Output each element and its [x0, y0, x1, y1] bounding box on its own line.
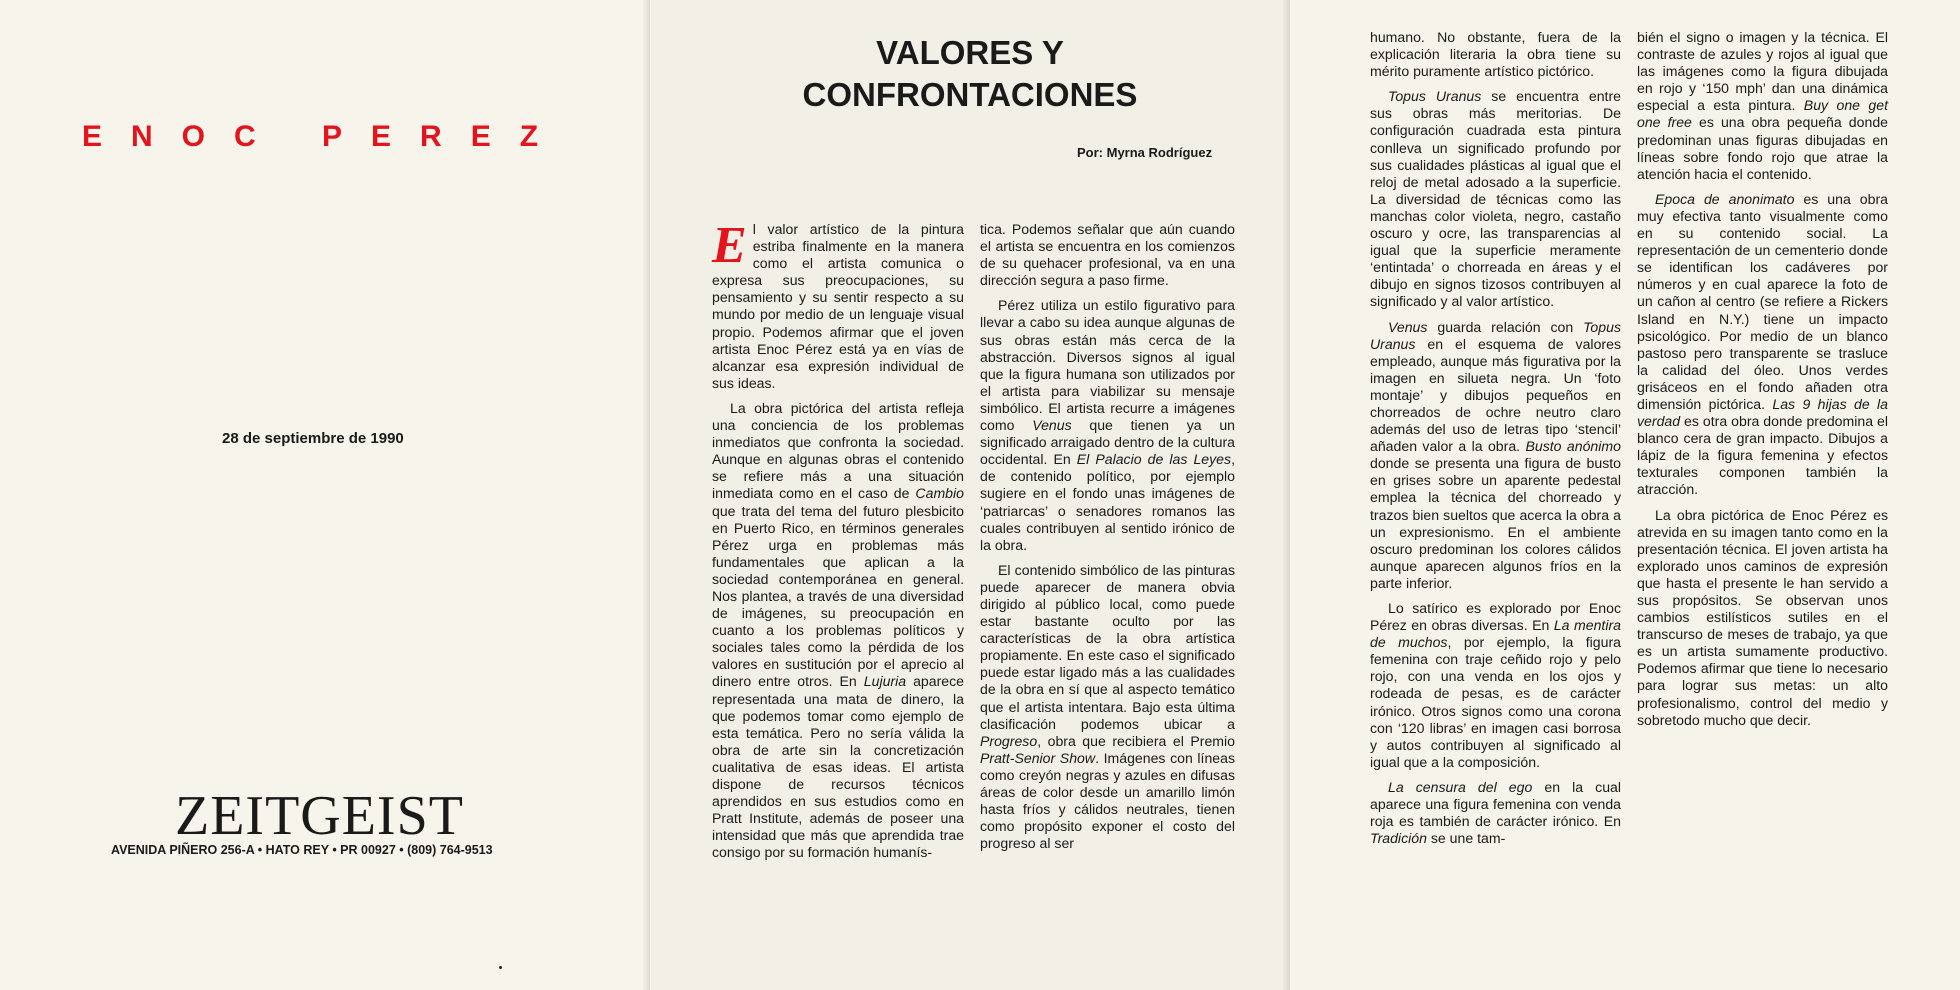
- paragraph: [980, 562, 1235, 853]
- paragraph: [1370, 600, 1621, 771]
- paragraph: [1370, 779, 1621, 847]
- artwork-title: Venus: [1388, 318, 1428, 335]
- article-column-4: [1637, 29, 1888, 737]
- paragraph-text: aparece representada una mata de dinero, la que podemos tomar como ejemplo de esta temática. Pero no sería válida la obra de arte sin la concretización cualitativa de esas ideas. El artista dispone de recursos técnicos aprendidos en sus estudios como en Pratt Institute, además de poseer una intensidad que más que aprendida trae consigo por su formación humanís-: [712, 673, 965, 861]
- artwork-title: Progreso: [980, 732, 1038, 749]
- paragraph-text: Pérez utiliza un estilo figurativo para llevar a cabo su idea aunque algunas de sus obras están más cerca de la abstracción. Diversos signos al igual que la figura humana son utilizados por el artista para viabilizar su mensaje simbólico. El artista recurre a imágenes como: [980, 297, 1235, 434]
- paragraph: [1370, 319, 1621, 593]
- article-title: [780, 32, 1160, 116]
- paragraph-text: l valor artístico de la pintura estriba finalmente en la manera como el artista comunica o expresa sus preocupaciones, su pensamiento y su sentir respecto a su mundo por medio de un lenguaje visual propio. Podemos afirmar que el joven artista Enoc Pérez está ya en vías de alcanzar esa expresión individual de sus ideas.: [712, 221, 964, 391]
- artwork-title: Buy one get one free: [1637, 97, 1888, 131]
- artist-name: ENOC PEREZ: [82, 120, 568, 153]
- artwork-title: El Palacio de las Leyes: [1076, 451, 1232, 468]
- paragraph-text: bién el signo o imagen y la técnica. El contraste de azules y rojos al igual que las imágenes como la figura dibujada en rojo y ‘150 mph’ dan una dinámica especial a esta pintura.: [1637, 29, 1888, 114]
- award-name: Pratt-Senior Show: [980, 749, 1096, 766]
- paragraph-text: . Imágenes con líneas como creyón negras y azules en difusas áreas de color desde un amarillo limón hasta fríos y cálidos neutrales, tienen como propósito exponer el costo del progreso al ser: [980, 749, 1236, 852]
- artwork-title: Topus Uranus: [1388, 88, 1482, 105]
- paragraph-text: donde se presenta una figura de busto en grises sobre un aparente pedestal emplea la técnica del chorreado y trazos bien sueltos que acerca la obra a un expresionismo. En el ambiente oscuro predominan los colores cálidos aunque aparecen algunos fríos en la parte inferior.: [1370, 455, 1621, 591]
- paragraph-text: guarda relación con: [1427, 318, 1584, 335]
- paragraph: [1370, 29, 1621, 80]
- paragraph-text: que trata del tema del futuro plesbicito en Puerto Rico, en términos generales Pérez urga en problemas más fundamentales que aplican a la sociedad contemporánea en general. Nos plantea, a través de una diversidad de imágenes, su preocupación en cuanto a los problemas políticos y sociales tales como la pérdida de los valores en sustitución por el aprecio al dinero entre otros. En: [712, 502, 964, 690]
- article-column-3: [1370, 29, 1621, 855]
- paragraph: [712, 217, 964, 392]
- paragraph-text: La obra pictórica de Enoc Pérez es atrevida en su imagen tanto como en la presentación técnica. El joven artista ha explorado unos caminos de expresión que hasta el presente le han servido a sus propósitos. Se observan unos cambios estilísticos sutiles en el transcurso de meses de trabajo, ya que es un artista sumamente productivo. Podemos afirmar que tiene lo necesario para lograr sus metas: un alto profesionalismo, control del medio y sobretodo mucho que decir.: [1637, 506, 1888, 728]
- gallery-address: AVENIDA PIÑERO 256-A • HATO REY • PR 00927 • (809) 764-9513: [111, 843, 493, 857]
- paragraph-text: en el esquema de valores empleado, aunque más figurativa por la imagen en silueta negra. Un ‘foto montaje’ y dibujos pequeños en chorreados de ochre neutro claro además del uso de letras tipo ‘stencil’ añaden valor a la obra.: [1370, 335, 1621, 455]
- paragraph: [712, 400, 964, 862]
- paragraph-text: es una obra pequeña donde predominan unas figuras dibujadas en líneas sobre fondo rojo que atrae la atención hacia el contenido.: [1637, 114, 1888, 182]
- paragraph-text: Lo satírico es explorado por Enoc Pérez en obras diversas. En: [1370, 600, 1621, 634]
- artwork-title: Las 9 hijas de la verdad: [1637, 395, 1888, 430]
- paragraph-text: tica. Podemos señalar que aún cuando el artista se encuentra en los comienzos de su quehacer profesional, va en una dirección segura a paso firme.: [980, 221, 1235, 289]
- artwork-title: Topus Uranus: [1370, 318, 1621, 352]
- paragraph: [1637, 507, 1888, 729]
- artwork-title: Cambio: [915, 485, 964, 502]
- paragraph-text: , obra que recibiera el Premio: [1037, 732, 1235, 749]
- paragraph-text: se encuentra entre sus obras más meritorias. De configuración cuadrada esta pintura conlleva un significado profundo por sus cualidades plásticas al igual que el reloj de metal adosado a la superficie. La diversidad de técnicas como las manchas color violeta, negro, castaño oscuro y ocre, las transparencias al igual que la superficie meramente ‘entintada’ o chorreada en áreas y el dibujo en signos tizosos contribuyen al significado y al valor artístico.: [1370, 88, 1621, 310]
- paragraph-text: , por ejemplo, la figura femenina con traje ceñido rojo y pelo rojo, con una venda en los ojos y rodeada de pesas, es de carácter irónico. Otros signos como una corona con ‘120 libras’ en imagen casi borrosa y autos contribuyen al significado al igual que a la composición.: [1370, 634, 1621, 770]
- title-line-1: VALORES Y: [876, 34, 1064, 71]
- paragraph: [980, 221, 1235, 289]
- gallery-name: ZEITGEIST: [175, 785, 464, 847]
- artwork-title: Tradición: [1370, 830, 1427, 847]
- print-speck: [499, 966, 502, 969]
- drop-cap: E: [712, 217, 747, 274]
- paragraph-text: humano. No obstante, fuera de la explicación literaria la obra tiene su mérito puramente artístico pictórico.: [1370, 29, 1621, 80]
- article-column-1: [712, 217, 965, 869]
- paragraph-text: El contenido simbólico de las pinturas puede aparecer de manera obvia dirigido al público local, como puede estar bastante oculto por las características de la obra artística propiamente. En este caso el significado puede estar ligado más a las cualidades de la obra en sí que al aspecto temático que el artista intentara. Bajo esta última clasificación podemos ubicar a: [980, 561, 1235, 732]
- paragraph-text: es una obra muy efectiva tanto visualmente como en su contenido social. La representación de un cementerio donde se identifican los cadáveres por números y en cual aparece la foto de un cañon al centro (se refiere a Rickers Island en N.Y.) tiene un impacto psicológico. Por medio de un blanco pastoso pero transparente se trasluce la calidad del óleo. Unos verdes grisáceos en el fondo añaden otra dimensión pictórica.: [1637, 190, 1888, 412]
- paragraph-text: que tienen ya un significado arraigado dentro de la cultura occidental. En: [980, 417, 1235, 468]
- paragraph-text: , de contenido político, por ejemplo sugiere en el fondo unas imágenes de ‘patriarcas’ o senadores romanos las cuales contribuyen al sentido irónico de la obra.: [980, 451, 1235, 553]
- cover-panel: [0, 0, 650, 990]
- paragraph: [980, 297, 1235, 553]
- paragraph: [1370, 88, 1621, 310]
- title-line-2: CONFRONTACIONES: [802, 76, 1138, 113]
- paragraph-text: se une tam-: [1426, 830, 1506, 847]
- artwork-title: Venus: [1032, 417, 1072, 434]
- paragraph-text: es otra obra donde predomina el blanco cera de gran impacto. Dibujos a lápiz de la figura femenina y efectos texturales componen también la atracción.: [1637, 413, 1888, 498]
- byline: Por: Myrna Rodríguez: [1077, 145, 1213, 160]
- paragraph-text: en la cual aparece una figura femenina con venda roja es también de carácter irónico. En: [1370, 778, 1622, 830]
- exhibition-date: 28 de septiembre de 1990: [222, 430, 404, 447]
- artwork-title: La mentira de muchos: [1370, 617, 1621, 651]
- paragraph: [1637, 29, 1888, 183]
- artwork-title: Epoca de anonimato: [1655, 190, 1795, 207]
- artwork-title: Lujuria: [863, 673, 907, 690]
- paragraph-text: La obra pictórica del artista refleja una conciencia de los problemas inmediatos que confronta la sociedad. Aunque en algunas obras el contenido se refiere más a una situación inmediata como en el caso de: [712, 399, 964, 502]
- article-column-2: [980, 221, 1235, 860]
- artwork-title: La censura del ego: [1388, 778, 1533, 795]
- artwork-title: Busto anónimo: [1525, 438, 1621, 455]
- paragraph: [1637, 191, 1888, 499]
